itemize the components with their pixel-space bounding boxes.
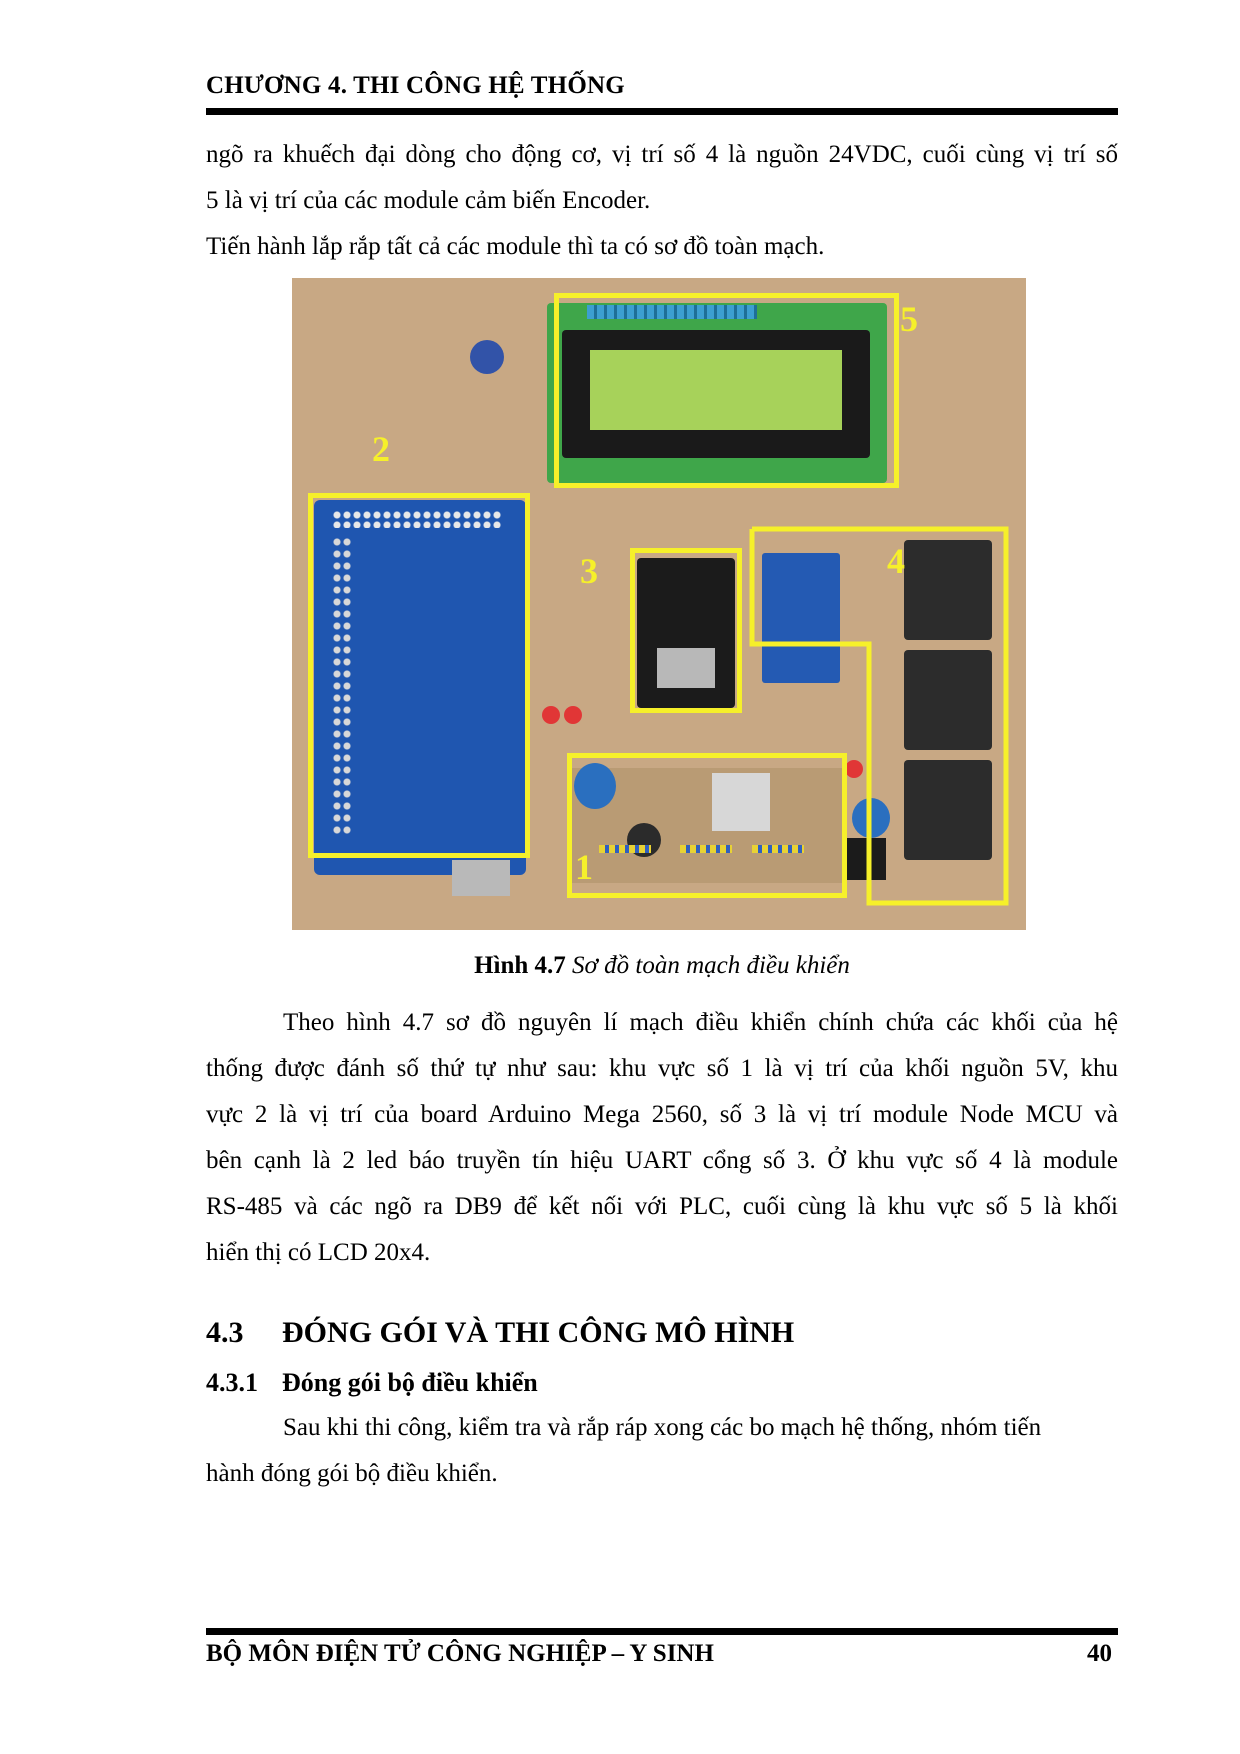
section-title: ĐÓNG GÓI VÀ THI CÔNG MÔ HÌNH [282,1316,795,1349]
header-rule [206,108,1118,115]
intro-line-2: 5 là vị trí của các module cảm biến Encoder. [206,187,651,214]
intro-paragraph [206,132,1118,270]
figure-label-3: 3 [580,551,598,591]
highlight-box-2 [308,493,530,858]
figure-label-4: 4 [887,541,905,581]
figure-caption [206,952,1118,980]
subsection-heading [206,1368,538,1398]
caption-number: Hình 4.7 [474,952,566,979]
page-footer [206,1640,1118,1668]
description-paragraph [206,1000,1118,1276]
figure-label-2: 2 [372,429,390,469]
description-line-2: thống được đánh số thứ tự như sau: khu vực số 1 là vị trí của khối nguồn 5V, khu [206,1055,1118,1082]
closing-line-2: hành đóng gói bộ điều khiển. [206,1460,498,1487]
closing-line-1: Sau khi thi công, kiểm tra và rắp ráp xong các bo mạch hệ thống, nhóm tiến [283,1414,1042,1441]
chapter-header: CHƯƠNG 4. THI CÔNG HỆ THỐNG [206,72,625,99]
intro-line-3: Tiến hành lắp rắp tất cả các module thì ta có sơ đồ toàn mạch. [206,233,825,260]
description-line-6: hiển thị có LCD 20x4. [206,1239,431,1266]
caption-text: Sơ đồ toàn mạch điều khiển [572,952,850,979]
closing-paragraph [206,1405,1118,1497]
highlight-box-1 [567,753,847,898]
description-line-5: RS-485 và các ngõ ra DB9 để kết nối với PLC, cuối cùng là khu vực số 5 là khối [206,1193,1118,1220]
highlight-box-5 [554,293,899,488]
section-number: 4.3 [206,1316,244,1349]
footer-rule [206,1628,1118,1635]
description-line-4: bên cạnh là 2 led báo truyền tín hiệu UART cổng số 3. Ở khu vực số 4 là module [206,1147,1118,1174]
page-number: 40 [1087,1640,1112,1667]
description-line-1: Theo hình 4.7 sơ đồ nguyên lí mạch điều khiển chính chứa các khối của hệ [283,1009,1118,1036]
subsection-number: 4.3.1 [206,1368,258,1397]
figure-label-5: 5 [900,299,918,339]
uart-led-2 [564,706,582,724]
usb-connector [452,860,510,896]
highlight-box-3 [630,548,742,713]
section-heading [206,1316,794,1350]
footer-department: BỘ MÔN ĐIỆN TỬ CÔNG NGHIỆP – Y SINH [206,1640,714,1667]
potentiometer [470,340,504,374]
subsection-title: Đóng gói bộ điều khiển [282,1368,538,1397]
intro-line-1: ngõ ra khuếch đại dòng cho động cơ, vị trí số 4 là nguồn 24VDC, cuối cùng vị trí số [206,141,1118,168]
uart-led-1 [542,706,560,724]
circuit-board-photo [292,278,1026,930]
description-line-3: vực 2 là vị trí của board Arduino Mega 2560, số 3 là vị trí module Node MCU và [206,1101,1118,1128]
figure-label-1: 1 [575,847,593,887]
